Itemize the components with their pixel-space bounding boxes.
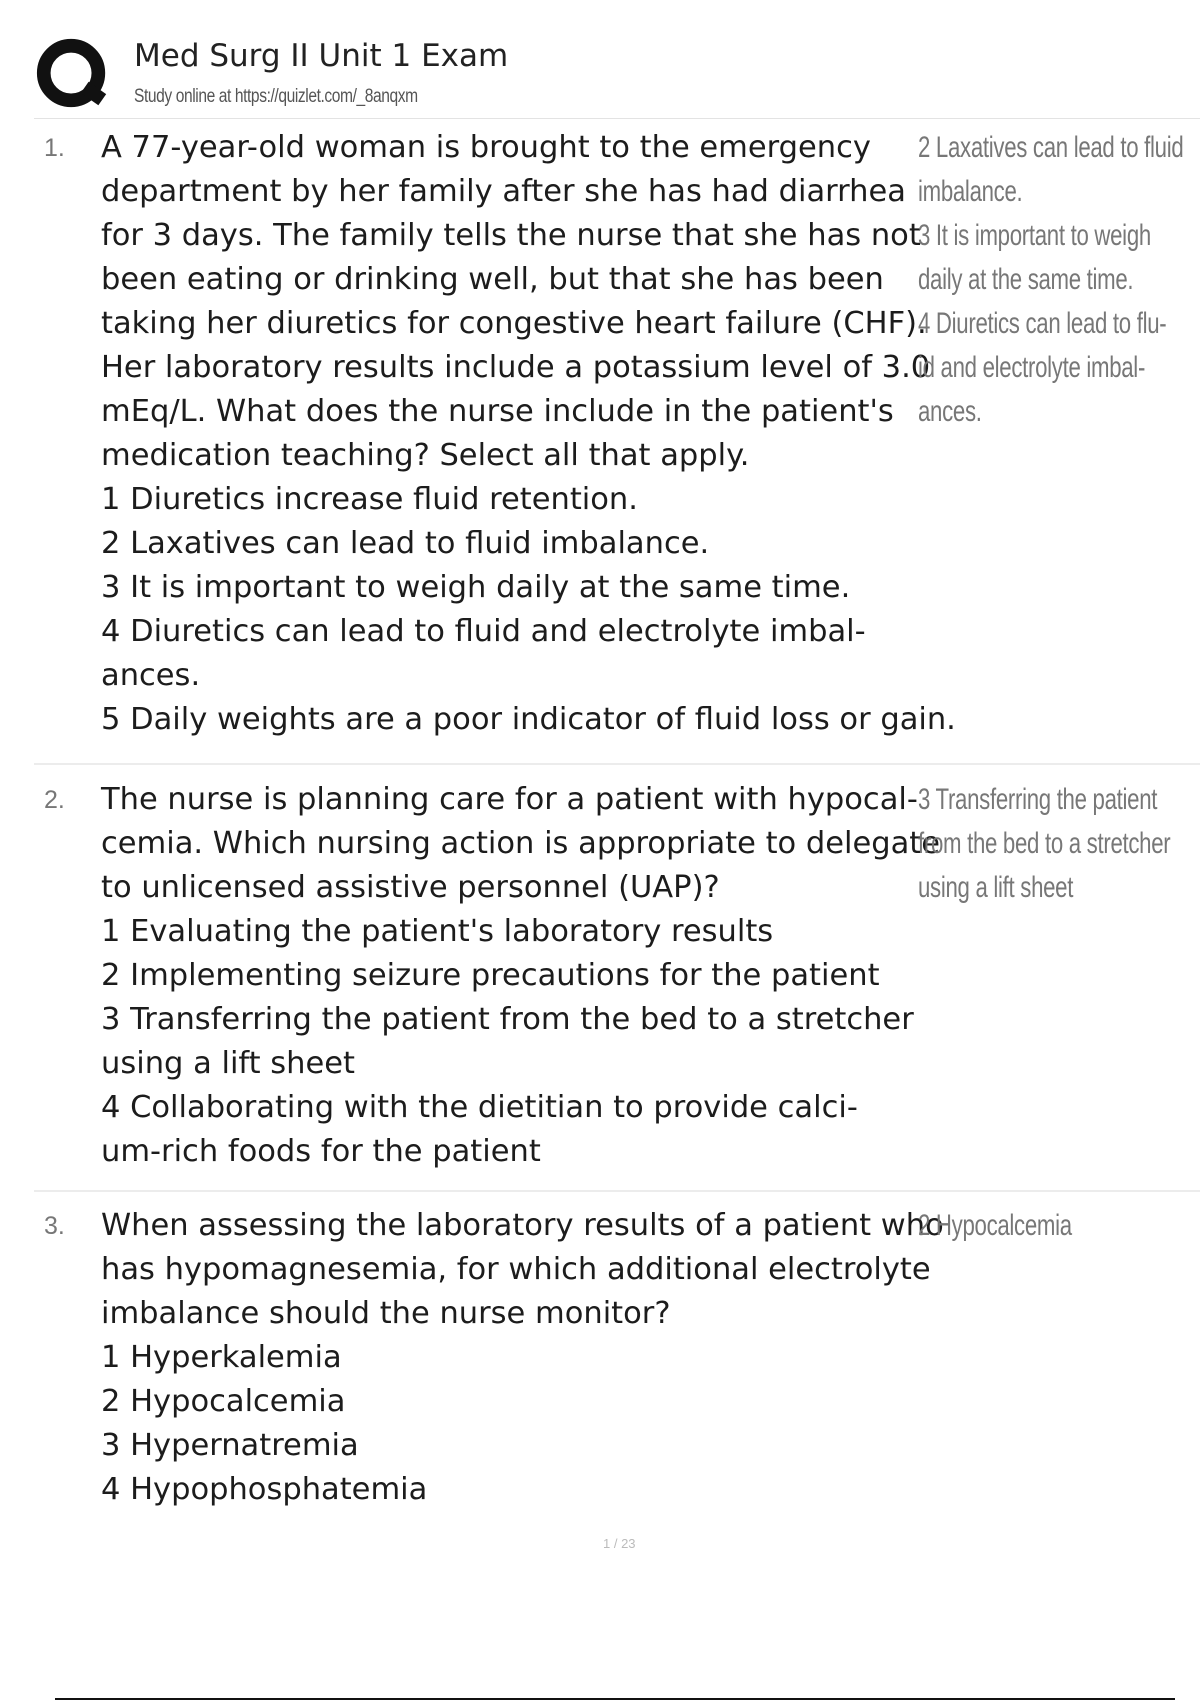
question-prompt-line: been eating or drinking well, but that she has been — [101, 262, 884, 297]
answer-line: ances. — [918, 395, 982, 428]
option-line: um-rich foods for the patient — [101, 1134, 541, 1169]
question-body — [101, 778, 946, 1174]
question-body — [101, 126, 956, 742]
answer-line: 2 Laxatives can lead to fluid — [918, 131, 1184, 164]
question-prompt-line: When assessing the laboratory results of a patient who — [101, 1208, 944, 1243]
option-line: 2 Hypocalcemia — [101, 1384, 346, 1419]
option-line: 1 Hyperkalemia — [101, 1340, 342, 1375]
answer-line: id and electrolyte imbal- — [918, 351, 1146, 384]
question-prompt-line: medication teaching? Select all that apply. — [101, 438, 750, 473]
answer-line: using a lift sheet — [918, 871, 1074, 904]
answer-line: 3 Transferring the patient — [918, 783, 1158, 816]
option-line: using a lift sheet — [101, 1046, 355, 1081]
question-prompt-line: department by her family after she has had diarrhea — [101, 174, 906, 209]
question-prompt-line: imbalance should the nurse monitor? — [101, 1296, 671, 1331]
question-number: 3. — [44, 1212, 65, 1240]
question-divider — [34, 763, 1200, 765]
quizlet-logo-icon — [34, 36, 112, 114]
header-divider — [34, 118, 1200, 119]
study-link-text: Study online at https://quizlet.com/_8anqxm — [134, 86, 418, 107]
question-divider — [34, 1190, 1200, 1192]
option-line: 4 Diuretics can lead to fluid and electrolyte imbal- — [101, 614, 866, 649]
answer-line: imbalance. — [918, 175, 1023, 208]
question-body — [101, 1204, 946, 1512]
answer-line: daily at the same time. — [918, 263, 1134, 296]
question-number: 2. — [44, 786, 65, 814]
question-prompt-line: cemia. Which nursing action is appropriate to delegate — [101, 826, 941, 861]
option-line: 3 Hypernatremia — [101, 1428, 359, 1463]
question-prompt-line: The nurse is planning care for a patient with hypocal- — [101, 782, 918, 817]
question-prompt-line: has hypomagnesemia, for which additional electrolyte — [101, 1252, 931, 1287]
question-prompt-line: to unlicensed assistive personnel (UAP)? — [101, 870, 720, 905]
answer-line: 2 Hypocalcemia — [918, 1209, 1072, 1242]
answer-line: 4 Diuretics can lead to flu- — [918, 307, 1167, 340]
option-line: 2 Laxatives can lead to fluid imbalance. — [101, 526, 710, 561]
document-title: Med Surg II Unit 1 Exam — [134, 38, 509, 74]
option-line: 4 Hypophosphatemia — [101, 1472, 428, 1507]
question-prompt-line: for 3 days. The family tells the nurse that she has not — [101, 218, 921, 253]
option-line: 1 Diuretics increase fluid retention. — [101, 482, 638, 517]
option-line: 3 It is important to weigh daily at the same time. — [101, 570, 851, 605]
question-prompt-line: A 77-year-old woman is brought to the emergency — [101, 130, 871, 165]
option-line: 1 Evaluating the patient's laboratory results — [101, 914, 774, 949]
option-line: ances. — [101, 658, 201, 693]
option-line: 2 Implementing seizure precautions for the patient — [101, 958, 880, 993]
question-number: 1. — [44, 134, 65, 162]
answer-column — [918, 778, 1200, 910]
page-header — [34, 28, 1200, 118]
answer-line: 3 It is important to weigh — [918, 219, 1151, 252]
question-prompt-line: taking her diuretics for congestive heart failure (CHF). — [101, 306, 927, 341]
answer-column — [918, 126, 1200, 434]
option-line: 5 Daily weights are a poor indicator of fluid loss or gain. — [101, 702, 956, 737]
option-line: 3 Transferring the patient from the bed to a stretcher — [101, 1002, 914, 1037]
page-number: 1 / 23 — [603, 1536, 636, 1551]
question-prompt-line: mEq/L. What does the nurse include in the patient's — [101, 394, 894, 429]
question-prompt-line: Her laboratory results include a potassium level of 3.0 — [101, 350, 931, 385]
answer-column — [918, 1204, 1200, 1248]
answer-line: from the bed to a stretcher — [918, 827, 1171, 860]
option-line: 4 Collaborating with the dietitian to provide calci- — [101, 1090, 858, 1125]
